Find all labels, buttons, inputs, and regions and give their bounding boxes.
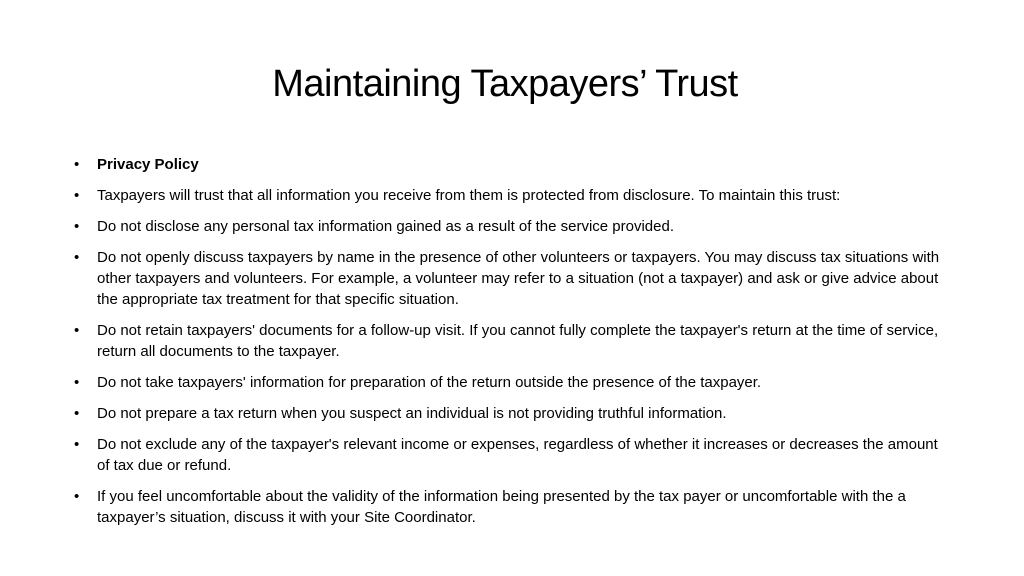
bullet-item [70,403,950,424]
bullet-icon: • [74,187,80,204]
bullet-text: Do not prepare a tax return when you suspect an individual is not providing truthful information. [97,405,727,422]
bullet-text: Do not disclose any personal tax information gained as a result of the service provided. [97,218,674,235]
bullet-text: Do not exclude any of the taxpayer's relevant income or expenses, regardless of whether it increases or decreases the amount of tax due or refund. [97,436,938,474]
bullet-item [70,434,950,476]
bullet-icon: • [74,218,80,235]
bullet-text: Privacy Policy [97,156,199,173]
bullet-text: If you feel uncomfortable about the validity of the information being presented by the tax payer or uncomfortable with the a taxpayer’s situation, discuss it with your Site Coordinator. [97,488,906,526]
bullet-list [70,154,950,538]
bullet-item-privacy-policy [70,154,950,175]
bullet-icon: • [74,436,80,453]
bullet-item [70,185,950,206]
slide-title: Maintaining Taxpayers’ Trust [272,63,738,105]
bullet-icon: • [74,405,80,422]
bullet-icon: • [74,322,80,339]
bullet-text: Do not retain taxpayers' documents for a follow-up visit. If you cannot fully complete the taxpayer's return at the time of service, return all documents to the taxpayer. [97,322,939,360]
bullet-item [70,372,950,393]
bullet-icon: • [74,374,80,391]
bullet-item [70,486,950,528]
bullet-item [70,247,950,310]
bullet-item [70,216,950,237]
bullet-text: Do not openly discuss taxpayers by name in the presence of other volunteers or taxpayers. You may discuss tax situations with other taxpayers and volunteers. For example, a volunteer may refer to a situation (not a taxpayer) and ask or give advice about the appropriate tax treatment for that specific situation. [97,249,940,308]
bullet-text: Taxpayers will trust that all information you receive from them is protected from disclosure. To maintain this trust: [97,187,841,204]
bullet-icon: • [74,249,80,266]
bullet-text: Do not take taxpayers' information for preparation of the return outside the presence of the taxpayer. [97,374,762,391]
bullet-icon: • [74,156,80,173]
bullet-icon: • [74,488,80,505]
bullet-item [70,320,950,362]
